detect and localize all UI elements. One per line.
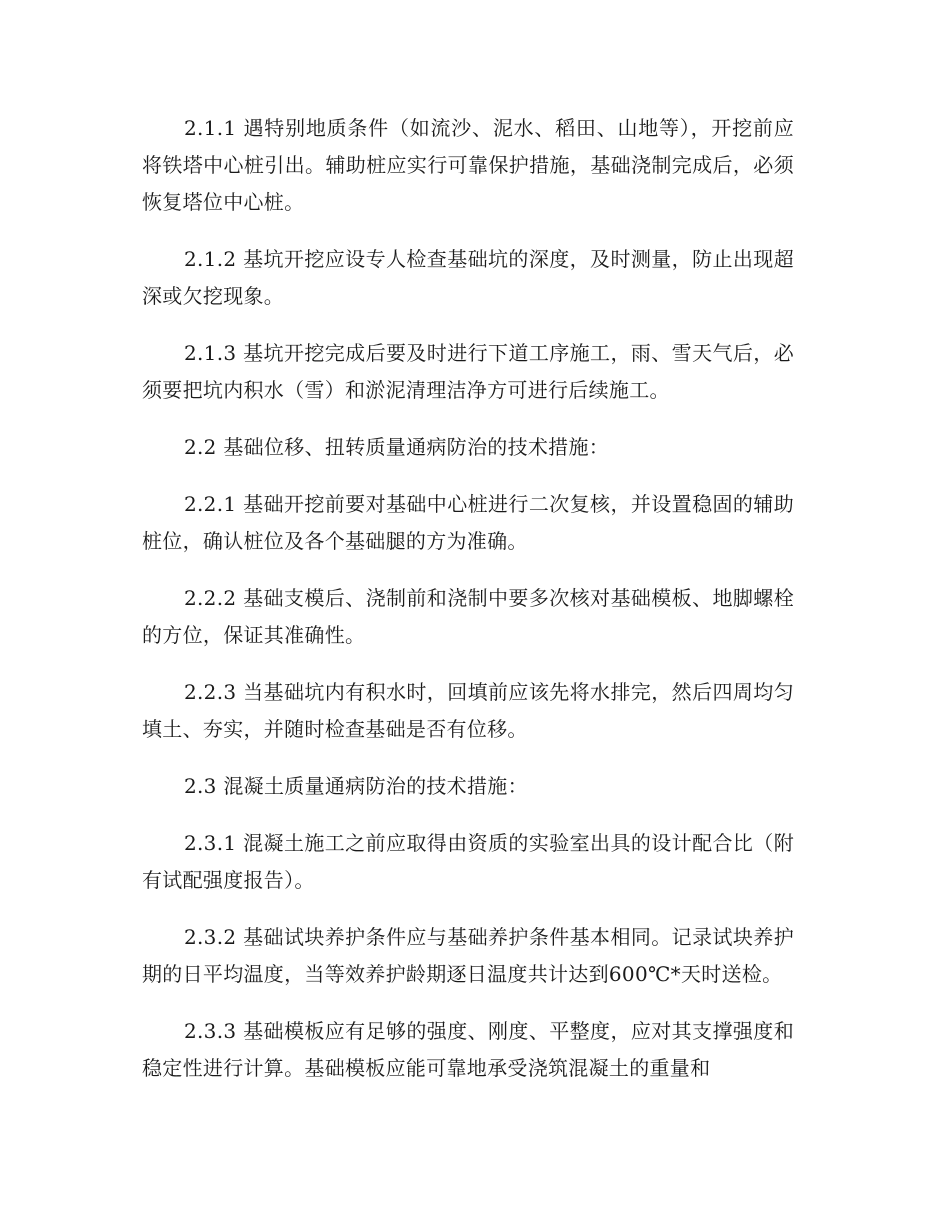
paragraph-2-1-3: 2.1.3 基坑开挖完成后要及时进行下道工序施工，雨、雪天气后，必须要把坑内积水（雪）和淤泥清理洁净方可进行后续施工。 <box>142 341 794 402</box>
paragraph-2-2-2: 2.2.2 基础支模后、浇制前和浇制中要多次核对基础模板、地脚螺栓的方位，保证其准确性。 <box>142 586 794 647</box>
document-body <box>142 110 794 1107</box>
paragraph-2-3-2: 2.3.2 基础试块养护条件应与基础养护条件基本相同。记录试块养护期的日平均温度，当等效养护龄期逐日温度共计达到600℃*天时送检。 <box>142 925 794 986</box>
paragraph-2-2-3: 2.2.3 当基础坑内有积水时，回填前应该先将水排完，然后四周均匀填土、夯实，并随时检查基础是否有位移。 <box>142 680 794 741</box>
paragraph-2-3-1: 2.3.1 混凝土施工之前应取得由资质的实验室出具的设计配合比（附有试配强度报告）。 <box>142 831 794 892</box>
paragraph-2-3-3: 2.3.3 基础模板应有足够的强度、刚度、平整度，应对其支撑强度和稳定性进行计算。基础模板应能可靠地承受浇筑混凝土的重量和 <box>142 1019 794 1080</box>
section-heading-2-2: 2.2 基础位移、扭转质量通病防治的技术措施： <box>184 435 610 459</box>
paragraph-2-1-1: 2.1.1 遇特别地质条件（如流沙、泥水、稻田、山地等），开挖前应将铁塔中心桩引出。辅助桩应实行可靠保护措施，基础浇制完成后，必须恢复塔位中心桩。 <box>142 116 794 214</box>
section-heading-2-3: 2.3 混凝土质量通病防治的技术措施： <box>184 774 528 798</box>
paragraph-2-2-1: 2.2.1 基础开挖前要对基础中心桩进行二次复核，并设置稳固的辅助桩位，确认桩位及各个基础腿的方为准确。 <box>142 492 794 553</box>
paragraph-2-1-2: 2.1.2 基坑开挖应设专人检查基础坑的深度，及时测量，防止出现超深或欠挖现象。 <box>142 247 794 308</box>
